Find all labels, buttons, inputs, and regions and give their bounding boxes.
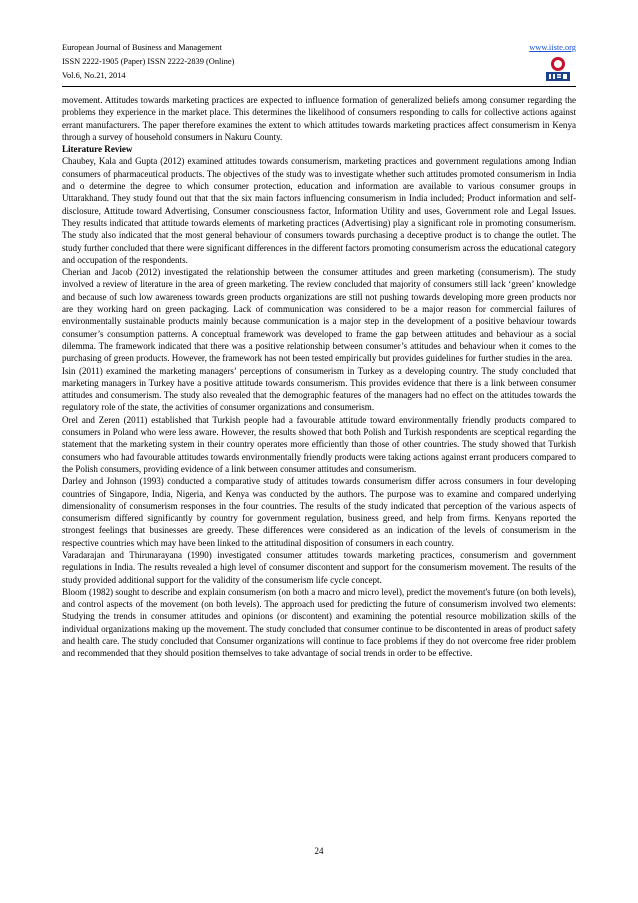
paragraph-isin: Isin (2011) examined the marketing managers’ perceptions of consumerism in Turkey as a developing country. The study concluded that marketing managers in Turkey have a positive attitude towards consumerism. This provides evidence that there is a link between consumer attitudes and consumerism. The study also revealed that the demographic features of the managers had no effect on the attitudes towards the regulatory role of the state, the activities of consumer organizations and consumerism. bbox=[62, 365, 576, 413]
paragraph-varadarajan: Varadarajan and Thirunarayana (1990) investigated consumer attitudes towards marketing practices, consumerism and government regulations in India. The results revealed a high level of consumer discontent and support for the consumerism movement. The results of the study provided additional support for the validity of the consumerism life cycle concept. bbox=[62, 549, 576, 585]
header-divider bbox=[62, 86, 576, 87]
article-body bbox=[62, 94, 576, 660]
iiste-logo-icon bbox=[544, 55, 572, 83]
paragraph-chaubey: Chaubey, Kala and Gupta (2012) examined attitudes towards consumerism, marketing practices and government regulations among Indian consumers of pharmaceutical products. The objectives of the study was to investigate whether such attitudes promoted consumerism in India and o determine the degree to which consumer protection, education and information are available to various consumer groups in Uttarakhand. They study found out that that the six main factors influencing consumerism in India included; Product information and self-disclosure, Attitude toward Advertising, Consumer consciousness factor, Information Utility and uses, Government role and Legal Issues. They results indicated that attitude towards elements of marketing practices (Advertising) play a significant role in promoting consumerism. The study also indicated that the most general behaviour of consumers towards purchasing a deceptive product is to change the outlet. The study further concluded that there were significant differences in the different factors promoting consumerism across the educational category and occupation of the respondents. bbox=[62, 156, 576, 265]
section-heading: Literature Review bbox=[62, 144, 133, 155]
volume-line: Vol.6, No.21, 2014 bbox=[62, 71, 126, 80]
journal-url-link[interactable]: www.iiste.org bbox=[529, 43, 576, 52]
paragraph-cherian: Cherian and Jacob (2012) investigated the relationship between the consumer attitudes and green marketing (consumerism). The study involved a review of literature in the area of green marketing. The review concluded that majority of consumers still lack ‘green’ knowledge and because of such low awareness towards green products organizations are still not pushing towards developing more green products nor are they working hard on green packaging. Lack of communication was considered to be a major reason for commercial failures of environmentally sustainable products mainly because communication is a major step in the development of a positive behaviour towards consumer’s consumption patterns. A conceptual framework was developed to frame the gap between attitudes and behaviour as a social dilemma. The framework indicated that there was a positive relationship between consumer’s attitudes and behaviour when it comes to the purchasing of green products. However, the framework has not been tested empirically but provides guidelines for further studies in the area. bbox=[62, 267, 576, 364]
journal-name: European Journal of Business and Management bbox=[62, 43, 222, 52]
paragraph-darley: Darley and Johnson (1993) conducted a comparative study of attitudes towards consumerism differ across consumers in four developing countries of Singapore, India, Nigeria, and Kenya was conducted by the authors. The purpose was to examine and compared underlying dimensionality of consumerism responses in the four countries. The results of the study indicated that perception of the various aspects of consumerism differed significantly by country for government regulation, business greed, and help from firms. Kenyans reported the strongest feelings that businesses are greedy. These differences were considered as an indication of the levels of consumerism in the respective countries which may have been linked to the attitudinal disposition of consumers in each country. bbox=[62, 476, 576, 548]
paragraph-bloom: Bloom (1982) sought to describe and explain consumerism (on both a macro and micro level), predict the movement's future (on both levels), and control aspects of the movement (on both levels). The approach used for predicting the future of consumerism involved two elements: Studying the trends in consumer attitudes and opinions (or discontent) and examining the potential resource mobilization skills of the individual organizations making up the movement. The study concluded that consumer continue to be discontented in areas of product safety and health care. The study concluded that Consumer organizations will continue to face problems if they do not overcome free rider problem and recommended that they should position themselves to take advantage of social trends in order to be effective. bbox=[62, 586, 576, 659]
issn-line: ISSN 2222-1905 (Paper) ISSN 2222-2839 (Online) bbox=[62, 57, 235, 66]
page-number: 24 bbox=[314, 846, 324, 856]
paragraph-orel: Orel and Zeren (2011) established that Turkish people had a favourable attitude toward environmentally friendly products compared to consumers in Poland who were less aware. However, the results showed that both Polish and Turkish respondents are sceptical regarding the statement that the marketing system in their country operates more efficiently than those of other countries. The study showed that Turkish consumers who had favourable attitudes towards environmentally friendly products were taking actions against errant producers compared to the Polish consumers, providing evidence of a link between consumer attitudes and consumerism. bbox=[62, 414, 576, 474]
page-header bbox=[62, 41, 576, 83]
intro-paragraph: movement. Attitudes towards marketing practices are expected to influence formation of generalized beliefs among consumer regarding the problems they experience in the market place. This determines the likelihood of consumers responding to calls for collective actions against errant manufacturers. The paper therefore examines the extent to which attitudes towards marketing practices affect consumerism in Kenya through a survey of household consumers in Nakuru County. bbox=[62, 95, 576, 142]
